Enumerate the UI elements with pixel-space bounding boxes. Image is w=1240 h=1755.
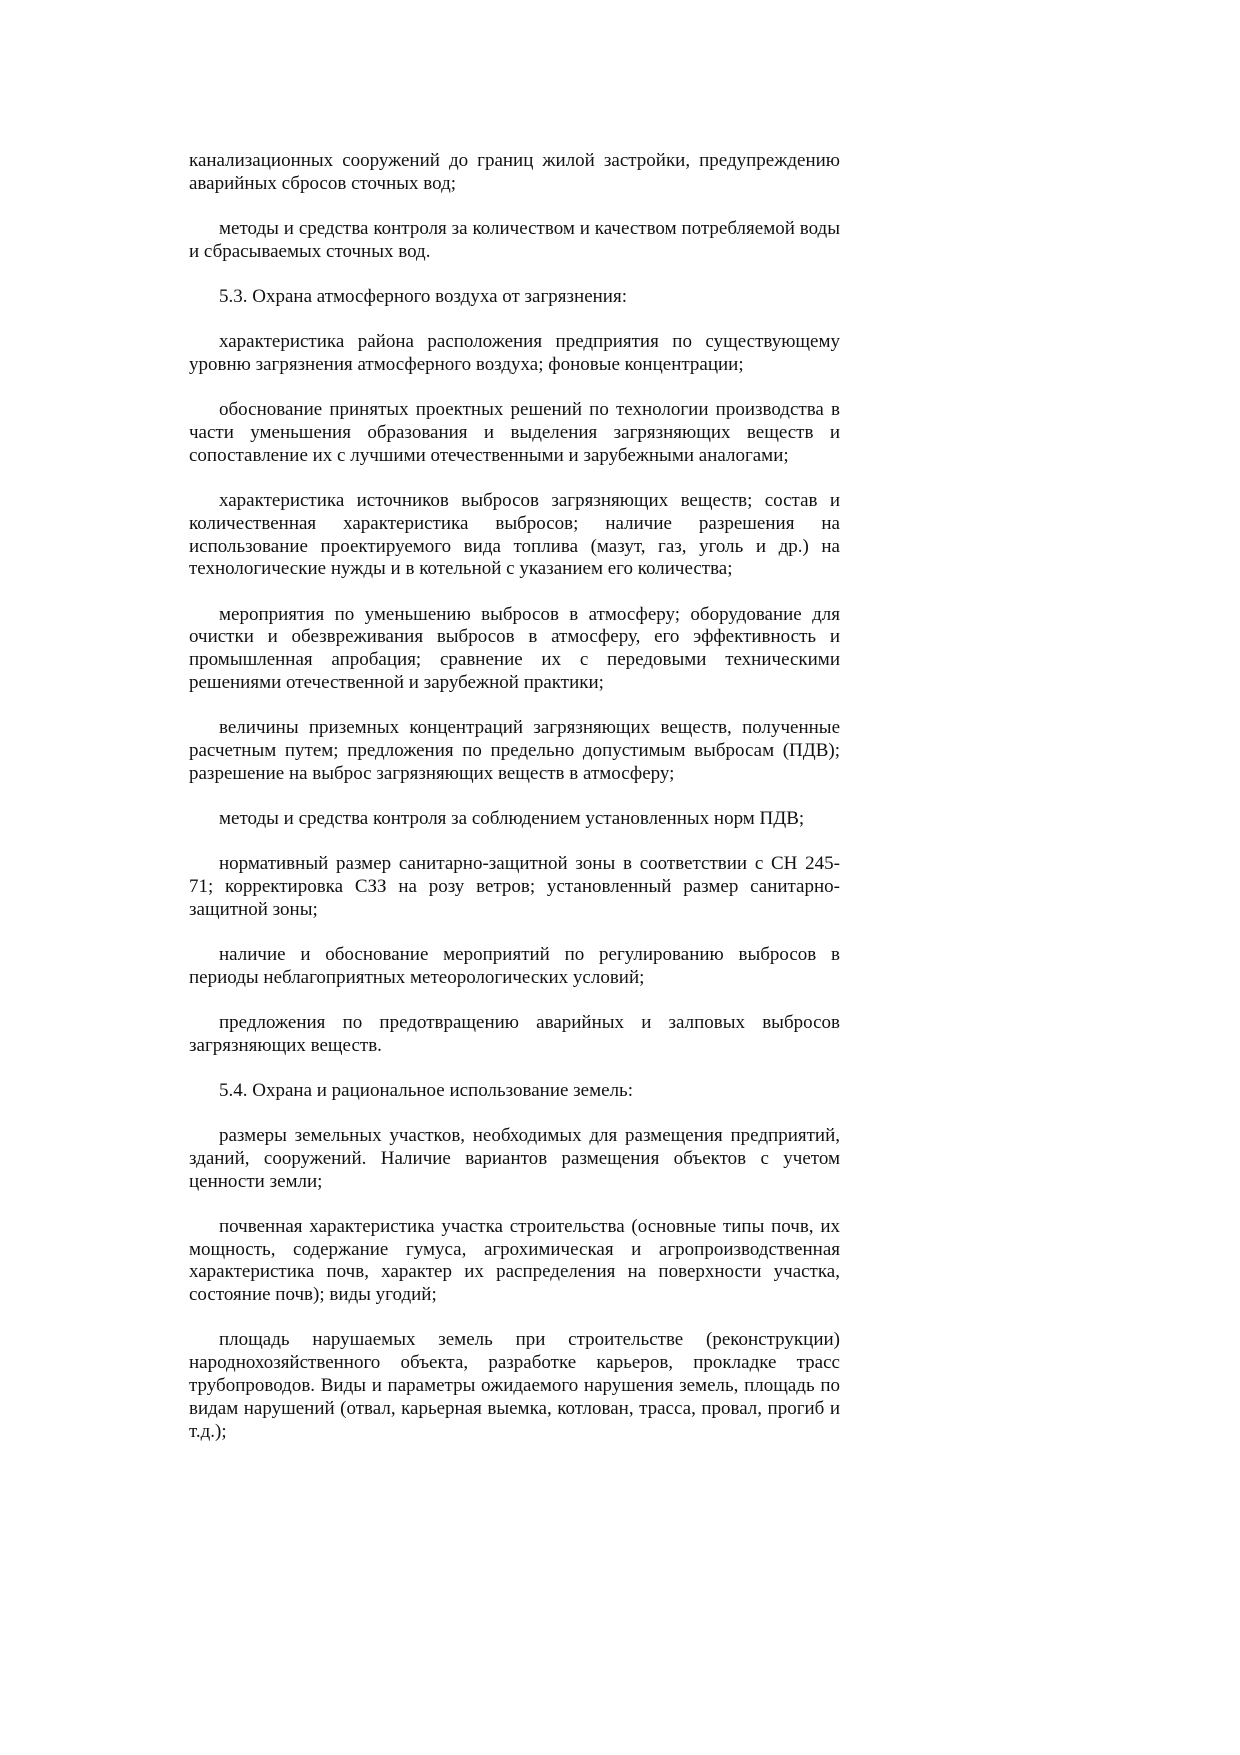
document-page bbox=[189, 150, 840, 1466]
paragraph-area-characteristics: характеристика района расположения предприятия по существующему уровню загрязнения атмосферного воздуха; фоновые концентрации; bbox=[189, 331, 840, 375]
section-heading-5-4: 5.4. Охрана и рациональное использование земель: bbox=[219, 1079, 633, 1101]
paragraph-soil-characteristics: почвенная характеристика участка строительства (основные типы почв, их мощность, содержание гумуса, агрохимическая и агропроизводственная характеристика почв, характер их распределения на поверхности участка, состояние почв); виды угодий; bbox=[189, 1215, 840, 1306]
paragraph-emission-sources: характеристика источников выбросов загрязняющих веществ; состав и количественная характеристика выбросов; наличие разрешения на использование проектируемого вида топлива (мазут, газ, уголь и др.) на технологические нужды и в котельной с указанием его количества; bbox=[189, 489, 840, 580]
paragraph-emission-regulation: наличие и обоснование мероприятий по регулированию выбросов в периоды неблагоприятных метеорологических условий; bbox=[189, 943, 840, 988]
paragraph-accident-prevention: предложения по предотвращению аварийных и залповых выбросов загрязняющих веществ. bbox=[189, 1011, 840, 1056]
paragraph-ground-concentrations: величины приземных концентраций загрязняющих веществ, полученные расчетным путем; предложения по предельно допустимым выбросам (ПДВ); разрешение на выброс загрязняющих веществ в атмосферу; bbox=[189, 717, 840, 784]
paragraph-design-justification: обоснование принятых проектных решений по технологии производства в части уменьшения образования и выделения загрязняющих веществ и сопоставление их с лучшими отечественными и зарубежными аналогами; bbox=[189, 399, 840, 466]
paragraph-disturbed-land: площадь нарушаемых земель при строительстве (реконструкции) народнохозяйственного объекта, разработке карьеров, прокладке трасс трубопроводов. Виды и параметры ожидаемого нарушения земель, площадь по видам нарушений (отвал, карьерная выемка, котлован, трасса, провал, прогиб и т.д.); bbox=[189, 1329, 840, 1442]
paragraph-land-plots: размеры земельных участков, необходимых для размещения предприятий, зданий, сооружений. Наличие вариантов размещения объектов с учетом ценности земли; bbox=[189, 1124, 840, 1192]
paragraph-sanitary-zone: нормативный размер санитарно-защитной зоны в соответствии с СН 245-71; корректировка СЗЗ на розу ветров; установленный размер санитарно-защитной зоны; bbox=[189, 853, 840, 920]
paragraph-emission-reduction: мероприятия по уменьшению выбросов в атмосферу; оборудование для очистки и обезвреживания выбросов в атмосферу, его эффективность и промышленная апробация; сравнение их с передовыми техническими решениями отечественной и зарубежной практики; bbox=[189, 603, 840, 693]
paragraph-sewer-facilities: канализационных сооружений до границ жилой застройки, предупреждению аварийных сбросов сточных вод; bbox=[189, 150, 840, 194]
paragraph-pdv-control: методы и средства контроля за соблюдением установленных норм ПДВ; bbox=[219, 807, 805, 829]
paragraph-water-control-methods: методы и средства контроля за количеством и качеством потребляемой воды и сбрасываемых сточных вод. bbox=[189, 217, 840, 262]
section-heading-5-3: 5.3. Охрана атмосферного воздуха от загрязнения: bbox=[219, 285, 627, 307]
